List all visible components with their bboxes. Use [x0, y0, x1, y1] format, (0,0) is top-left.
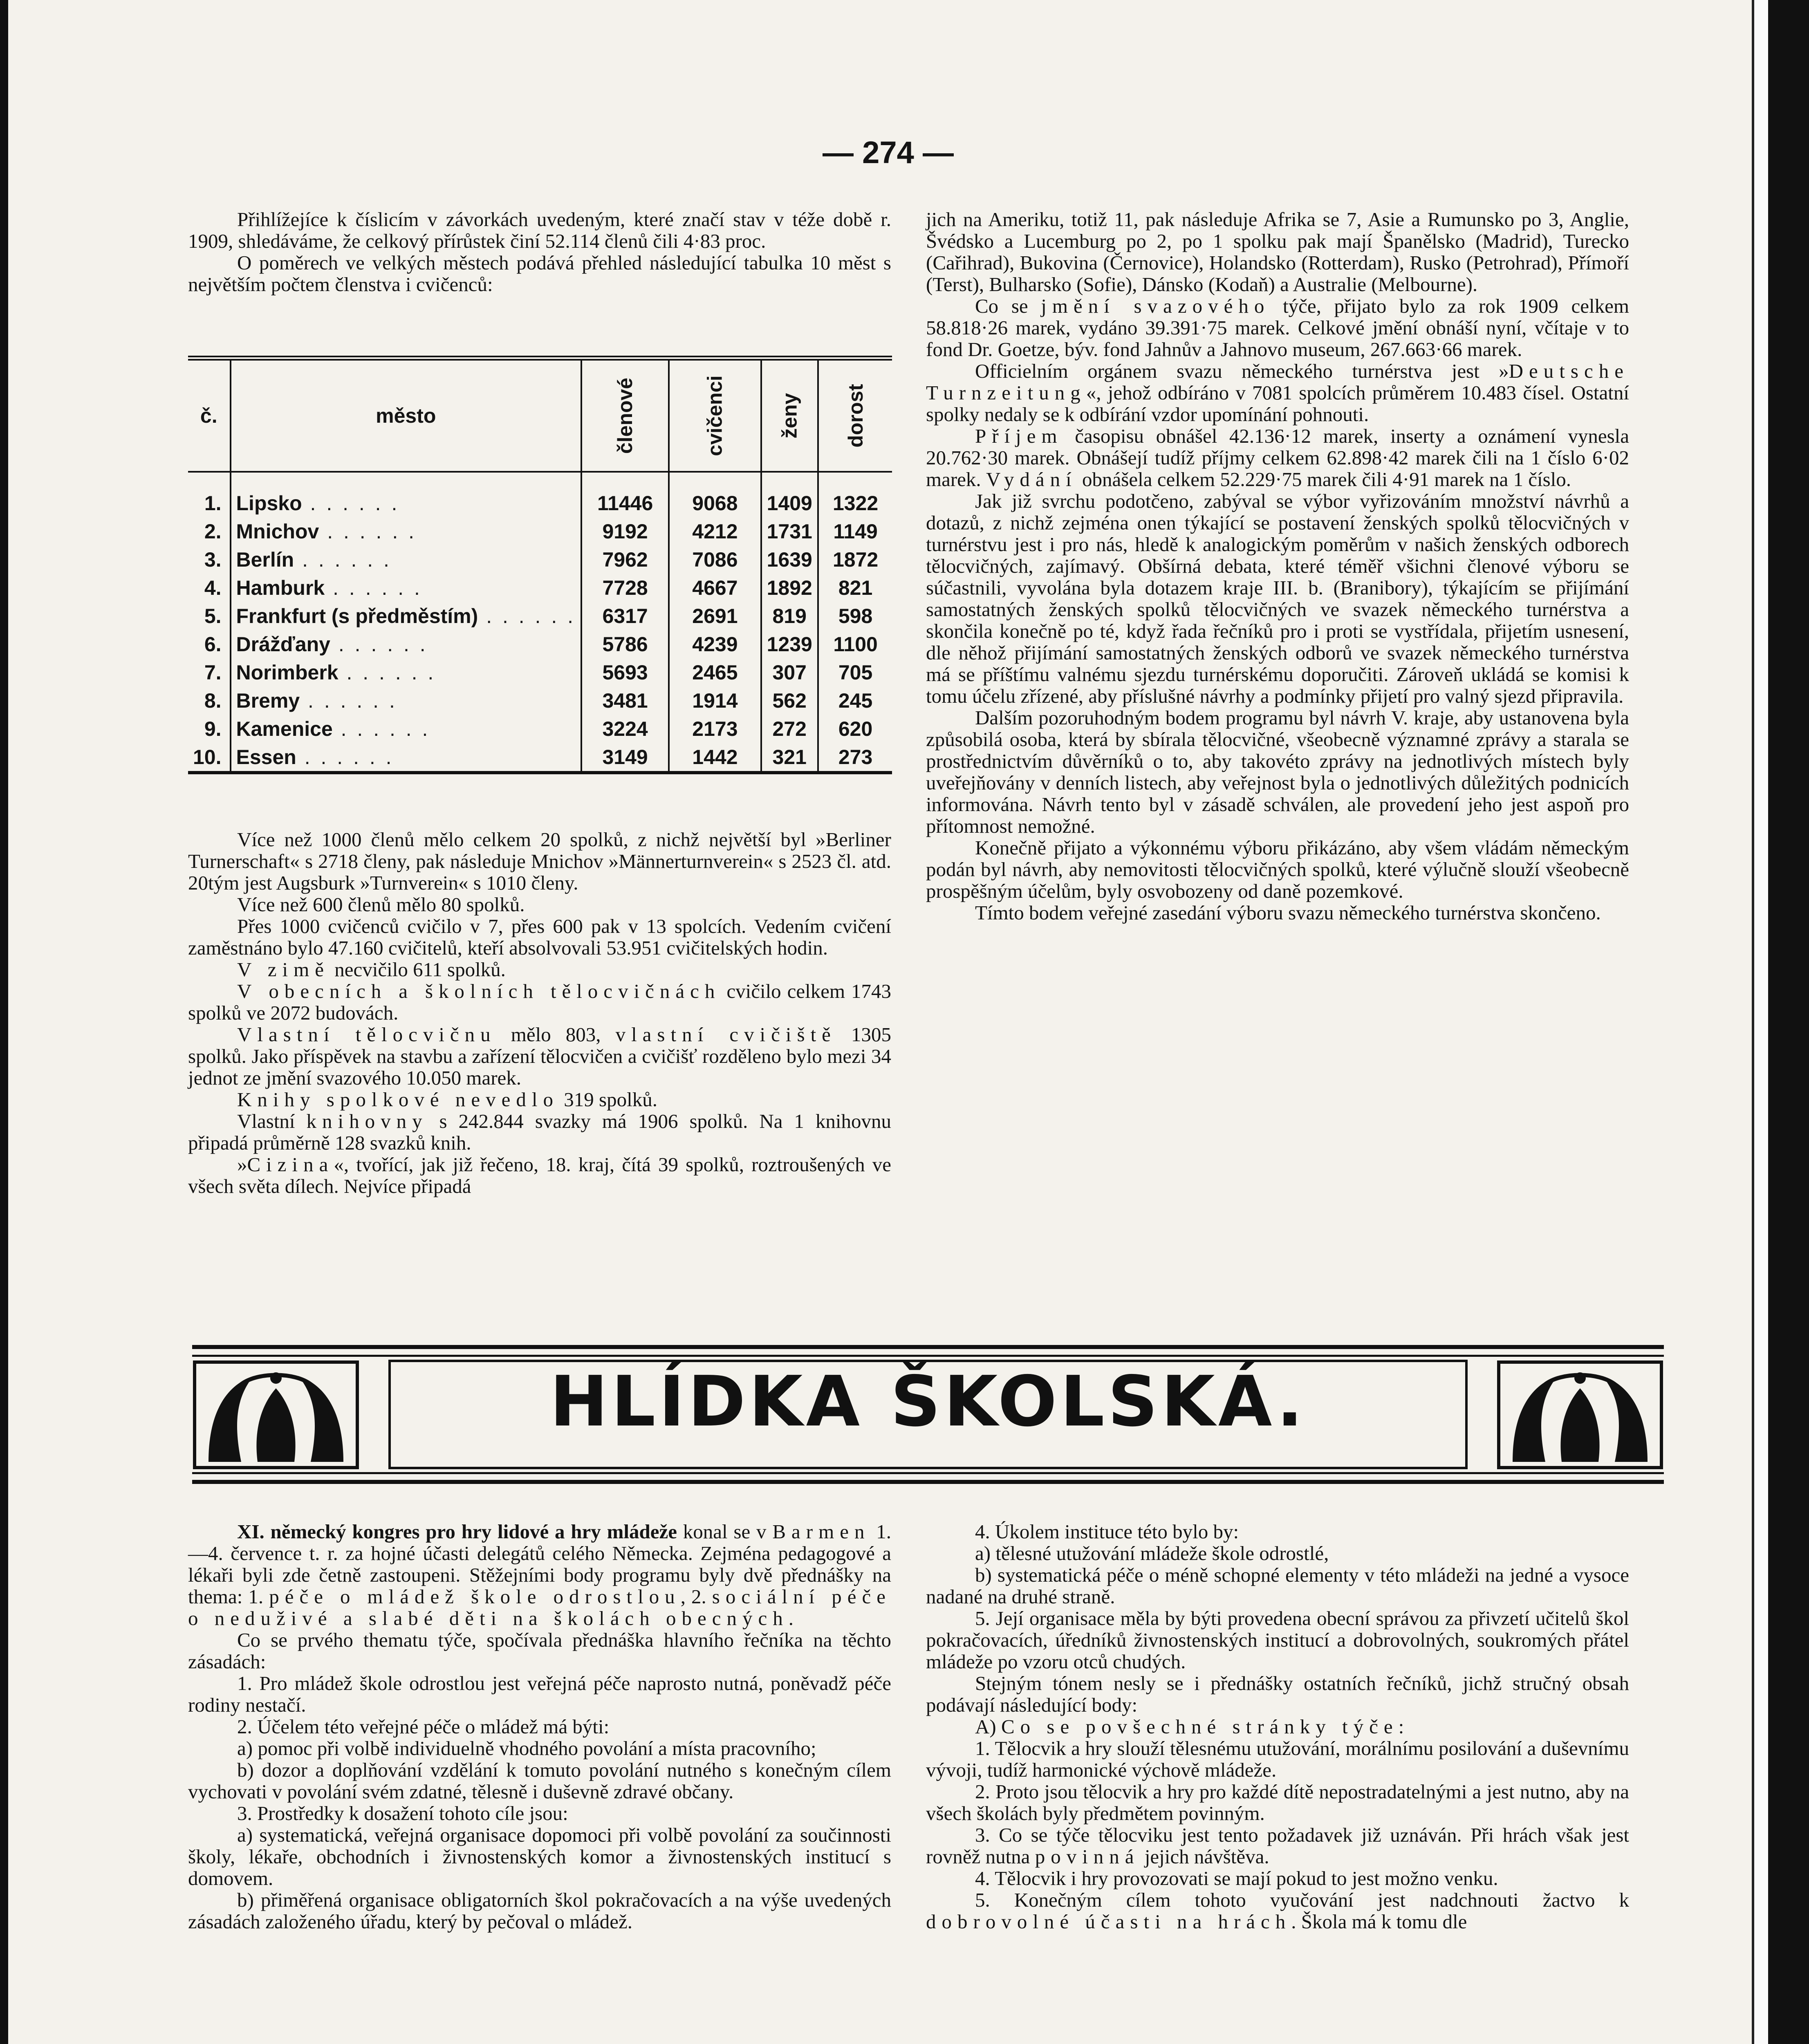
header-gymnasts: cvičenci — [669, 358, 761, 472]
row-city: Lipsko . . . . . . — [231, 472, 581, 517]
row-youth: 1100 — [818, 630, 892, 658]
row-gymnasts: 2173 — [669, 715, 761, 743]
row-number: 6. — [204, 632, 222, 656]
paragraph: Co se jmění svazového týče, přijato bylo za rok 1909 celkem 58.818·26 marek, vydáno 39.391·75 marek. Celkové jmění obnáší nyní, včítaje v to fond Dr. Goetze, býv. fond Jahnův a Jahnovo museum, 267.663·66 marek. — [926, 295, 1630, 361]
paragraph: Tímto bodem veřejné zasedání výboru svazu německého turnérstva skončeno. — [975, 901, 1601, 924]
paragraph: 1. Pro mládež škole odrostlou jest veřejná péče naprosto nutná, poněvadž péče rodiny nestačí. — [188, 1672, 891, 1716]
right-column-top — [926, 208, 1629, 923]
paragraph: a) systematická, veřejná organisace dopomoci při volbě povolání za součinnosti školy, lékaře, obchodních i živnostenských komor a živnostenských institucí s domovem. — [188, 1824, 891, 1889]
row-gymnasts: 2691 — [669, 602, 761, 630]
paragraph: a) tělesné utužování mládeže škole odrostlé, — [975, 1542, 1329, 1564]
row-gymnasts: 4239 — [669, 630, 761, 658]
row-women: 321 — [761, 743, 818, 773]
paragraph: Více než 600 členů mělo 80 spolků. — [237, 893, 525, 916]
paragraph: Více než 1000 členů mělo celkem 20 spolků, z nichž největší byl »Berliner Turnerschaft« s 2718 členy, pak následuje Mnichov »Männerturnverein« s 2523 čl. atd. 20tým jest Augsburk »Turnverein« s 1010 členy. — [188, 828, 891, 894]
row-women: 1239 — [761, 630, 818, 658]
row-gymnasts: 1442 — [669, 743, 761, 773]
table-row — [188, 602, 892, 630]
left-column-lower — [188, 1521, 891, 1932]
row-number: 1. — [204, 491, 222, 515]
table-row — [188, 743, 892, 773]
row-members: 3481 — [581, 686, 669, 715]
table-row — [188, 715, 892, 743]
row-youth: 620 — [818, 715, 892, 743]
paragraph: Co se prvého thematu týče, spočívala přednáška hlavního řečníka na těchto zásadách: — [188, 1629, 891, 1673]
paragraph: 5. Její organisace měla by býti provedena obecní správou za přivzetí učitelů škol pokračovacích, úředníků živnostenských institucí a dobrovolných, soukromých přátel mládeže po vzoru otců chudých. — [926, 1607, 1629, 1673]
section-banner — [192, 1345, 1664, 1484]
row-women: 1409 — [761, 472, 818, 517]
row-gymnasts: 4667 — [669, 574, 761, 602]
row-gymnasts: 4212 — [669, 517, 761, 545]
paragraph: Příjem časopisu obnášel 42.136·12 marek, inserty a oznámení vynesla 20.762·30 marek. Obnášejí tudíž příjmy celkem 62.898·42 marek čili na 1 číslo 6·02 marek. Vydání obnášela celkem 52.229·75 marek čili 4·91 marek na 1 číslo. — [926, 425, 1629, 491]
paragraph: Stejným tónem nesly se i přednášky ostatních řečníků, jichž stručný obsah podávají následující body: — [926, 1672, 1629, 1716]
row-city: Frankfurt (s předměstím) . . . . . . — [231, 602, 581, 630]
row-youth: 821 — [818, 574, 892, 602]
newspaper-page — [8, 0, 1768, 2044]
row-gymnasts: 7086 — [669, 545, 761, 574]
paragraph: Vlastní tělocvičnu mělo 803, vlastní cvičiště 1305 spolků. Jako příspěvek na stavbu a zařízení tělocvičen a cvičišť rozděleno bylo mezi 34 jednot ze jmění svazového 10.050 marek. — [188, 1023, 891, 1089]
paragraph: 4. Tělocvik i hry provozovati se mají pokud to jest možno venku. — [975, 1867, 1498, 1889]
row-city: Bremy . . . . . . — [231, 686, 581, 715]
table-row — [188, 686, 892, 715]
table-row — [188, 517, 892, 545]
table-row — [188, 630, 892, 658]
row-members: 7728 — [581, 574, 669, 602]
row-city: Norimberk . . . . . . — [231, 658, 581, 686]
paragraph: »Cizina«, tvořící, jak již řečeno, 18. kraj, čítá 39 spolků, roztroušených ve všech světa dílech. Nejvíce připadá — [188, 1153, 891, 1197]
cities-table — [188, 356, 892, 774]
row-number: 2. — [204, 520, 222, 543]
paragraph: 3. Co se týče tělocviku jest tento požadavek již uznáván. Při hrách však jest rovněž nutna povinná jejich návštěva. — [926, 1824, 1629, 1868]
scan-edge — [1752, 0, 1768, 2044]
row-number: 9. — [204, 717, 222, 740]
row-city: Berlín . . . . . . — [231, 545, 581, 574]
row-number: 5. — [204, 604, 222, 628]
paragraph: Konečně přijato a výkonnému výboru přikázáno, aby všem vládám německým podán byl návrh, aby nemovitosti tělocvičných spolků, které výlučně slouží všeobecně prospěšným účelům, byly osvobozeny od daně pozemkové. — [926, 836, 1629, 902]
paragraph: O poměrech ve velkých městech podává přehled následující tabulka 10 měst s největším počtem členstva i cvičenců: — [188, 251, 891, 296]
paragraph: 3. Prostředky k dosažení tohoto cíle jsou: — [237, 1802, 568, 1824]
right-column-lower — [926, 1521, 1629, 1932]
paragraph: Jak již svrchu podotčeno, zabýval se výbor vyřizováním množství návrhů a dotazů, z nichž zejména onen týkající se postavení ženských spolků tělocvičných v turnérstvu jest i pro nás, hledě k analogickým poměrům v našich ženských odborech tělocvičných, zajímavý. Obšírná debata, které téměř všichni členové výboru se súčastnili, vyvolána byla dotazem kraje III. b. (Branibory), týkajícím se přijímání samostatných ženských spolků tělocvičných ve svazek německého turnérstva a skončila konečně po té, když řada řečníků pro i proti se vystřídala, přijetím usnesení, dle něhož přijímání samostatných ženských odborů ve svazek německého turnérstva má se příštímu valnému sjezdu turnérskému doporučiti. Zároveň ukládá se komisi k tomu účelu zřízené, aby příslušné návrhy a podmínky přijetí pro valný sjezd připravila. — [926, 490, 1629, 707]
row-women: 307 — [761, 658, 818, 686]
paragraph: 1. Tělocvik a hry slouží tělesnému utužování, morálnímu posilování a duševnímu vývoji, tudíž harmonické výchově mládeže. — [926, 1737, 1629, 1781]
paragraph: b) dozor a doplňování vzdělání k tomuto povolání nutného s konečným cílem vychovati v povolání svém zdatné, tělesně i duševně zdravé občany. — [188, 1759, 891, 1803]
header-members: členové — [581, 358, 669, 472]
header-youth: dorost — [818, 358, 892, 472]
paragraph: b) přiměřená organisace obligatorních škol pokračovacích a na výše uvedených zásadách založeného úřadu, který by pečoval o mládež. — [188, 1889, 891, 1933]
row-number: 3. — [204, 548, 222, 571]
paragraph: Officielním orgánem svazu německého turnérstva jest »Deutsche Turnzeitung«, jehož odbíráno v 7081 spolcích průměrem 10.483 čísel. Ostatní spolky nedaly se k odbírání vzdor upomínání pohnouti. — [926, 360, 1629, 426]
row-members: 6317 — [581, 602, 669, 630]
paragraph: jich na Ameriku, totiž 11, pak následuje Afrika se 7, Asie a Rumunsko po 3, Anglie, Švédsko a Lucemburg po 2, po 1 spolku pak mají Španělsko (Madrid), Turecko (Cařihrad), Bukovina (Černovice), Holandsko (Rotterdam), Rusko (Petrohrad), Přímoří (Terst), Bulharsko (Sofie), Dánsko (Kodaň) a Australie (Melbourne). — [926, 208, 1629, 296]
section-title: HLÍDKA ŠKOLSKÁ. — [549, 1361, 1307, 1442]
row-members: 9192 — [581, 517, 669, 545]
paragraph: Přihlížejíce k číslicím v závorkách uvedeným, které značí stav v téže době r. 1909, shledáváme, že celkový přírůstek činí 52.114 členů čili 4·83 proc. — [188, 208, 891, 252]
row-number: 8. — [204, 689, 222, 712]
row-number: 4. — [204, 576, 222, 599]
row-city: Drážďany . . . . . . — [231, 630, 581, 658]
row-city: Mnichov . . . . . . — [231, 517, 581, 545]
row-gymnasts: 9068 — [669, 472, 761, 517]
row-youth: 1322 — [818, 472, 892, 517]
row-women: 562 — [761, 686, 818, 715]
table-row — [188, 545, 892, 574]
row-youth: 1149 — [818, 517, 892, 545]
row-members: 3224 — [581, 715, 669, 743]
table-row — [188, 658, 892, 686]
table-row — [188, 574, 892, 602]
paragraph: Knihy spolkové nevedlo 319 spolků. — [237, 1088, 657, 1111]
row-women: 819 — [761, 602, 818, 630]
paragraph: 2. Účelem této veřejné péče o mládež má býti: — [237, 1715, 610, 1738]
row-city: Essen . . . . . . — [231, 743, 581, 773]
table-row — [188, 472, 892, 517]
left-column-bottom — [188, 829, 891, 1197]
row-women: 1731 — [761, 517, 818, 545]
row-members: 3149 — [581, 743, 669, 773]
row-number: 10. — [193, 745, 222, 769]
row-youth: 245 — [818, 686, 892, 715]
paragraph: Dalším pozoruhodným bodem programu byl návrh V. kraje, aby ustanovena byla způsobilá osoba, která by sbírala tělocvičné, všeobecně významné zprávy a starala se prostřednictvím důvěrníků o to, aby takovéto zprávy na jednotlivých místech byly uveřejňovány v denních listech, aby veřejnost byla o jednotlivých důležitých podnicích informována. Návrh tento byl v zásadě schválen, ale provedení jeho jest aspoň pro přítomnost nemožné. — [926, 706, 1629, 837]
row-gymnasts: 1914 — [669, 686, 761, 715]
row-members: 5786 — [581, 630, 669, 658]
row-youth: 273 — [818, 743, 892, 773]
row-number: 7. — [204, 661, 222, 684]
row-women: 1892 — [761, 574, 818, 602]
paragraph: b) systematická péče o méně schopné elementy v této mládeži na jedné a vysoce nadané na druhé straně. — [926, 1564, 1629, 1608]
row-gymnasts: 2465 — [669, 658, 761, 686]
paragraph: V zimě necvičilo 611 spolků. — [237, 958, 506, 981]
row-women: 1639 — [761, 545, 818, 574]
header-women: ženy — [761, 358, 818, 472]
row-youth: 705 — [818, 658, 892, 686]
paragraph: XI. německý kongres pro hry lidové a hry mládeže konal se v Barmen 1.—4. července t. r. za hojné účasti delegátů celého Německa. Zejména pedagogové a lékaři byli zde četně zastoupeni. Stěžejními body programu byly dvě přednášky na thema: 1. péče o mládež škole odrostlou, 2. sociální péče o neduživé a slabé děti na školách obecných. — [188, 1520, 892, 1629]
paragraph: V obecních a školních tělocvičnách cvičilo celkem 1743 spolků ve 2072 budovách. — [188, 980, 891, 1024]
row-members: 11446 — [581, 472, 669, 517]
paragraph: 5. Konečným cílem tohoto vyučování jest nadchnouti žactvo k dobrovolné účasti na hrách. Škola má k tomu dle — [926, 1889, 1629, 1933]
row-members: 7962 — [581, 545, 669, 574]
row-youth: 1872 — [818, 545, 892, 574]
row-members: 5693 — [581, 658, 669, 686]
header-city: město — [231, 358, 581, 472]
left-column-top — [188, 208, 891, 295]
row-women: 272 — [761, 715, 818, 743]
art-nouveau-ornament-icon — [1496, 1360, 1664, 1470]
paragraph: A) Co se povšechné stránky týče: — [975, 1715, 1404, 1738]
paragraph: a) pomoc při volbě individuelně vhodného povolání a místa pracovního; — [237, 1737, 816, 1759]
page-number: — 274 — — [822, 135, 954, 170]
row-city: Hamburk . . . . . . — [231, 574, 581, 602]
paragraph: 2. Proto jsou tělocvik a hry pro každé dítě nepostradatelnými a jest nutno, aby na všech školách byly předmětem povinným. — [926, 1780, 1629, 1824]
table-header-row — [188, 358, 892, 472]
paragraph: 4. Úkolem instituce této bylo by: — [975, 1520, 1239, 1543]
header-number: č. — [188, 358, 231, 472]
row-youth: 598 — [818, 602, 892, 630]
paragraph: Přes 1000 cvičenců cvičilo v 7, přes 600 pak v 13 spolcích. Vedením cvičení zaměstnáno bylo 47.160 cvičitelů, kteří absolvovali 53.951 cvičitelských hodin. — [188, 915, 891, 959]
paragraph: Vlastní knihovny s 242.844 svazky má 1906 spolků. Na 1 knihovnu připadá průměrně 128 svazků knih. — [188, 1110, 891, 1154]
row-city: Kamenice . . . . . . — [231, 715, 581, 743]
